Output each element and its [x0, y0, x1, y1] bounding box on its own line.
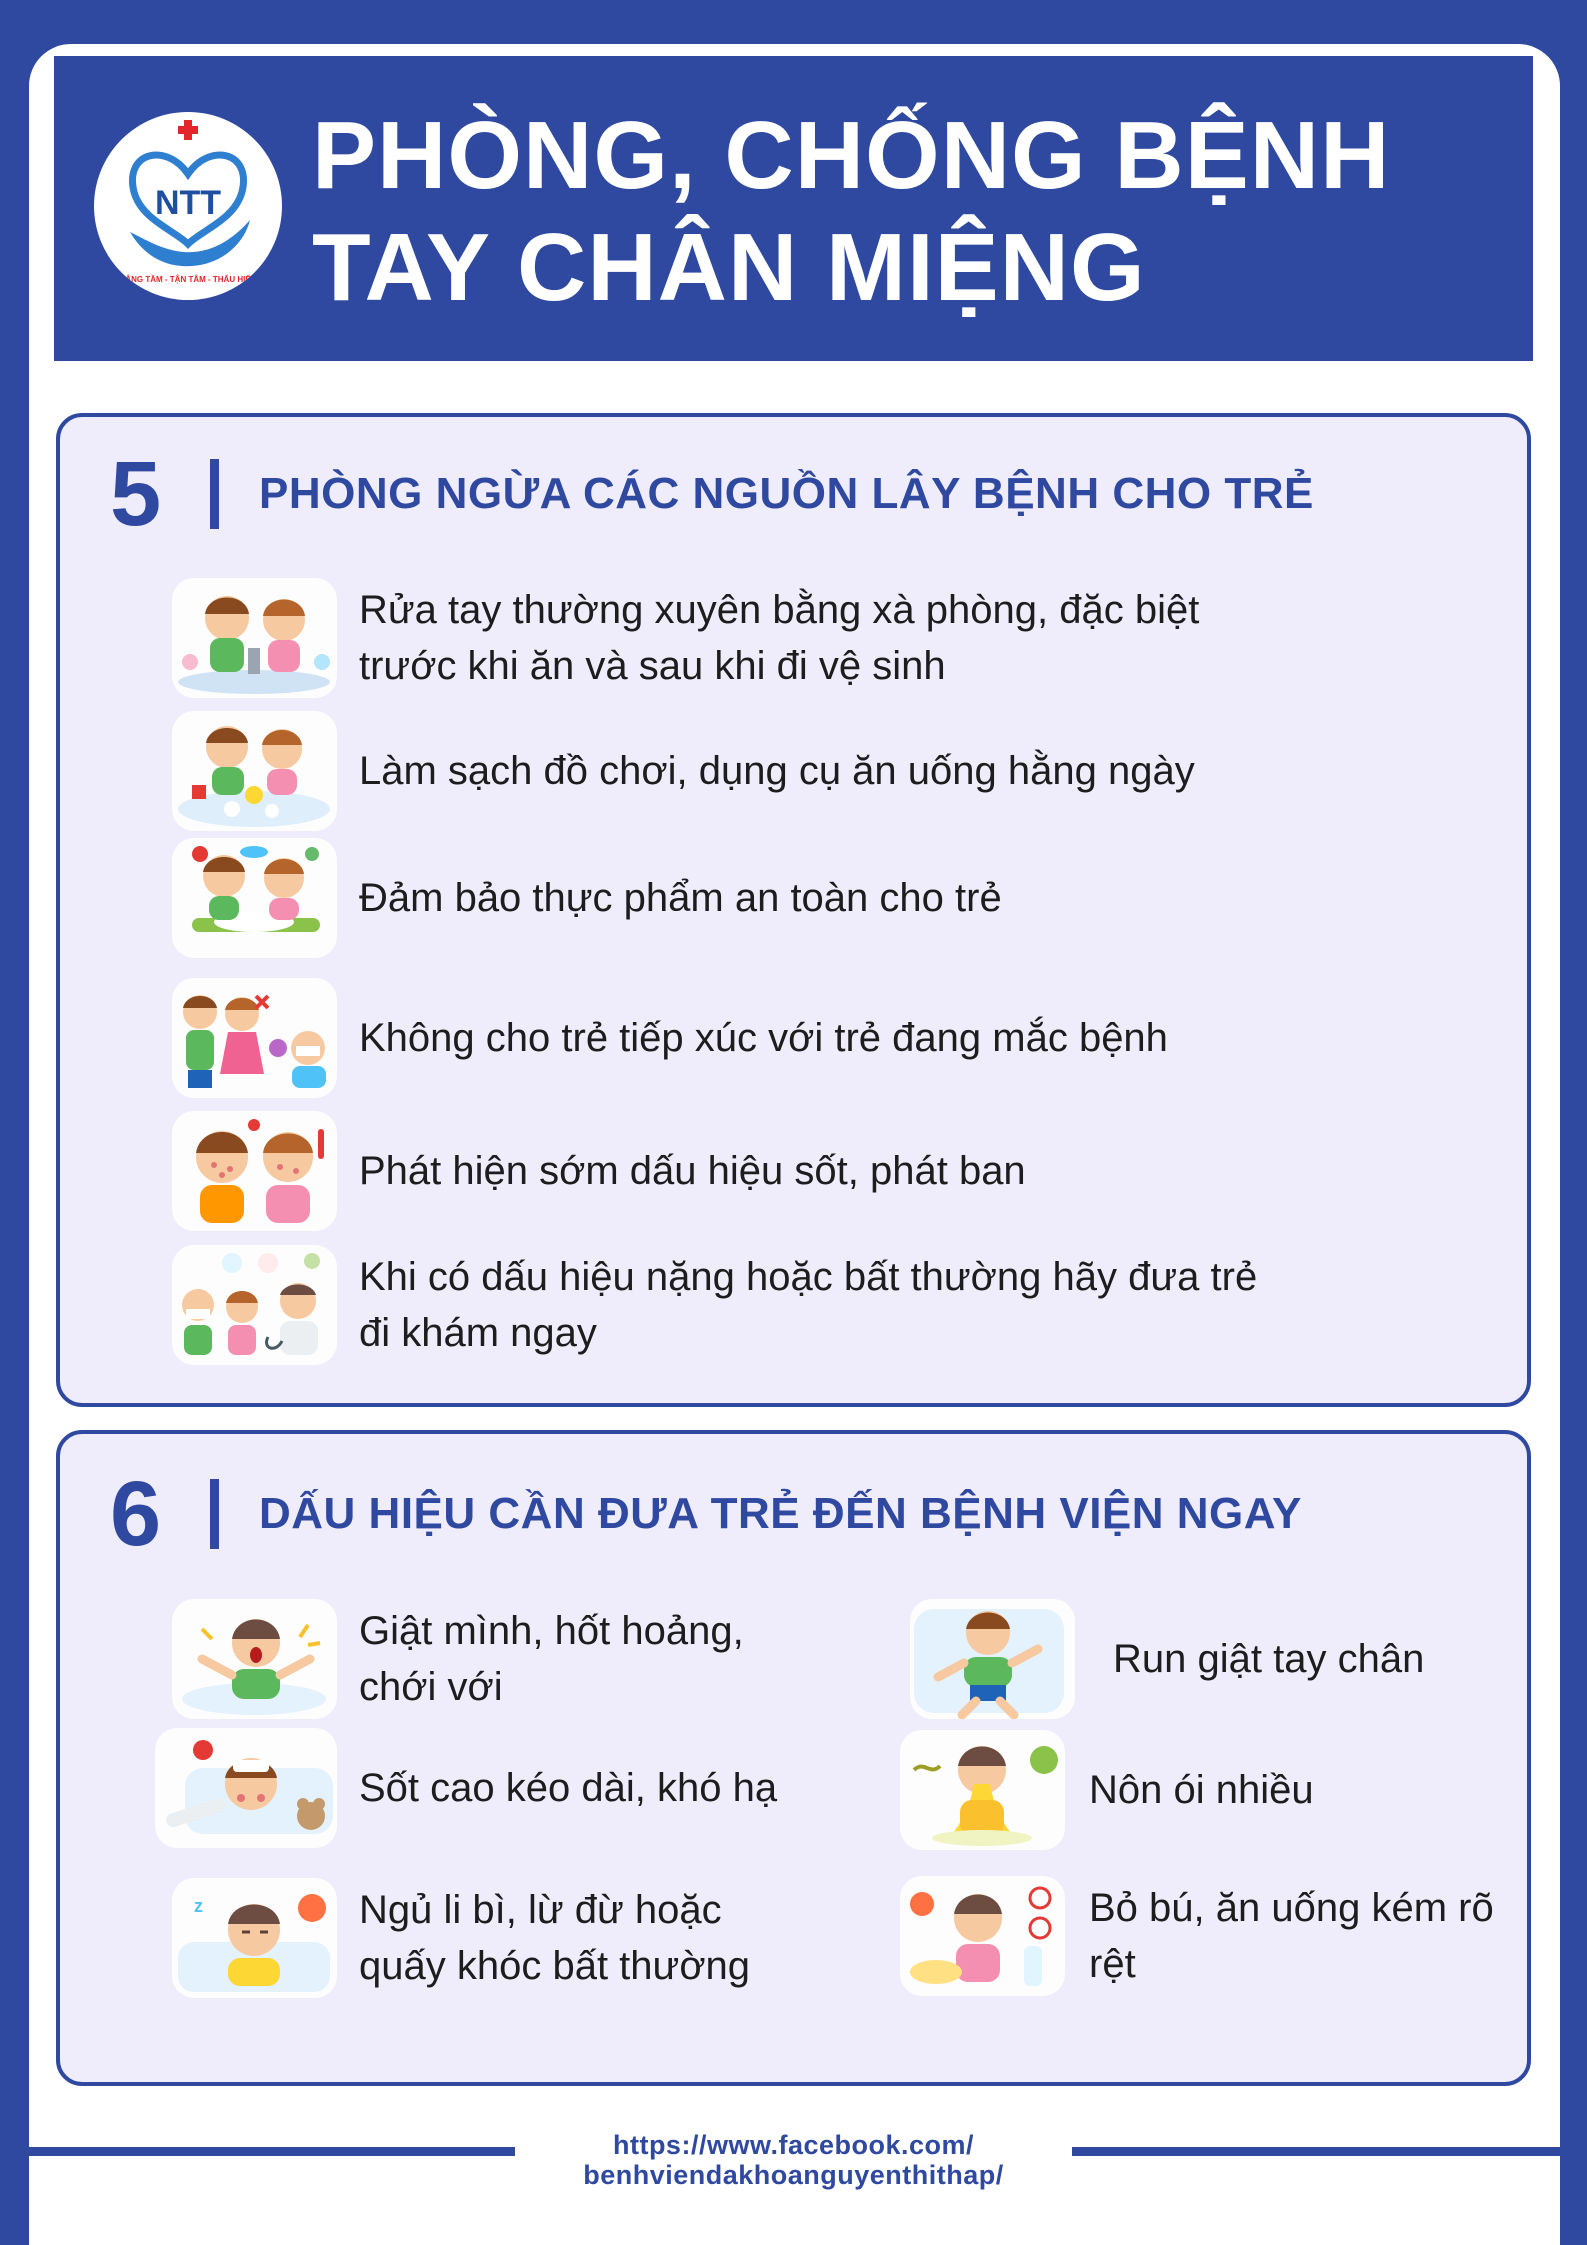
logo-tagline: NÂNG TẦM - TẬN TÂM - THẤU HIỂU — [119, 275, 257, 284]
section-6-title: DẤU HIỆU CẦN ĐƯA TRẺ ĐẾN BỆNH VIỆN NGAY — [259, 1489, 1302, 1538]
facebook-link[interactable] — [520, 2130, 1067, 2190]
vomiting-icon — [900, 1730, 1065, 1850]
item-text: Làm sạch đồ chơi, dụng cụ ăn uống hằng ngày — [359, 749, 1195, 793]
doctor-visit-icon — [172, 1245, 337, 1365]
list-item — [172, 838, 1279, 958]
svg-text:z: z — [194, 1896, 203, 1916]
page-title — [312, 100, 1522, 324]
item-text: Bỏ bú, ăn uống kém rõ rệt — [1089, 1886, 1494, 1986]
item-text: Khi có dấu hiệu nặng hoặc bất thường hãy đưa trẻ đi khám ngay — [359, 1255, 1258, 1355]
list-item — [910, 1599, 1553, 1719]
list-item — [172, 1111, 1279, 1231]
safe-food-icon — [172, 838, 337, 958]
avoid-sick-child-icon — [172, 978, 337, 1098]
list-item — [900, 1876, 1529, 1996]
footer-divider-right — [1072, 2147, 1560, 2156]
section-5-heading — [110, 443, 1314, 545]
refusing-food-icon — [900, 1876, 1065, 1996]
title-line-1: PHÒNG, CHỐNG BỆNH — [312, 102, 1391, 209]
item-text: Phát hiện sớm dấu hiệu sốt, phát ban — [359, 1149, 1026, 1193]
item-text: Không cho trẻ tiếp xúc với trẻ đang mắc bệnh — [359, 1016, 1168, 1060]
list-item — [172, 1599, 799, 1719]
facebook-link-line-1: https://www.facebook.com/ — [612, 2130, 975, 2160]
list-item — [172, 711, 1279, 831]
item-text: Đảm bảo thực phẩm an toàn cho trẻ — [359, 876, 1002, 920]
heart-hand-logo-icon — [94, 112, 282, 300]
item-text: Ngủ li bì, lừ đừ hoặc quấy khóc bất thường — [359, 1888, 751, 1988]
item-text: Run giật tay chân — [1113, 1637, 1425, 1681]
title-line-2: TAY CHÂN MIỆNG — [312, 214, 1146, 321]
section-6-number: 6 — [110, 1463, 162, 1565]
list-item — [155, 1728, 799, 1848]
high-fever-icon — [155, 1728, 337, 1848]
section-divider — [210, 1479, 219, 1549]
startled-child-icon — [172, 1599, 337, 1719]
list-item — [172, 1245, 1279, 1365]
list-item — [172, 978, 1279, 1098]
list-item — [172, 578, 1279, 698]
cleaning-toys-icon — [172, 711, 337, 831]
facebook-link-line-2: benhviendakhoanguyenthithap/ — [583, 2160, 1004, 2190]
section-5-title: PHÒNG NGỪA CÁC NGUỒN LÂY BỆNH CHO TRẺ — [259, 469, 1314, 518]
footer-divider-left — [29, 2147, 515, 2156]
item-text: Nôn ói nhiều — [1089, 1768, 1314, 1812]
section-divider — [210, 459, 219, 529]
item-text: Sốt cao kéo dài, khó hạ — [359, 1766, 778, 1810]
list-item — [172, 1878, 799, 1998]
section-6-heading — [110, 1463, 1302, 1565]
list-item — [900, 1730, 1529, 1850]
section-5-number: 5 — [110, 443, 162, 545]
twitching-limbs-icon — [910, 1599, 1075, 1719]
logo-letters: NTT — [154, 184, 222, 222]
handwashing-icon — [172, 578, 337, 698]
item-text: Rửa tay thường xuyên bằng xà phòng, đặc biệt trước khi ăn và sau khi đi vệ sinh — [359, 588, 1200, 688]
fever-rash-icon — [172, 1111, 337, 1231]
item-text: Giật mình, hốt hoảng, chới với — [359, 1609, 744, 1709]
lethargic-child-icon — [172, 1878, 337, 1998]
hospital-logo — [94, 112, 282, 300]
